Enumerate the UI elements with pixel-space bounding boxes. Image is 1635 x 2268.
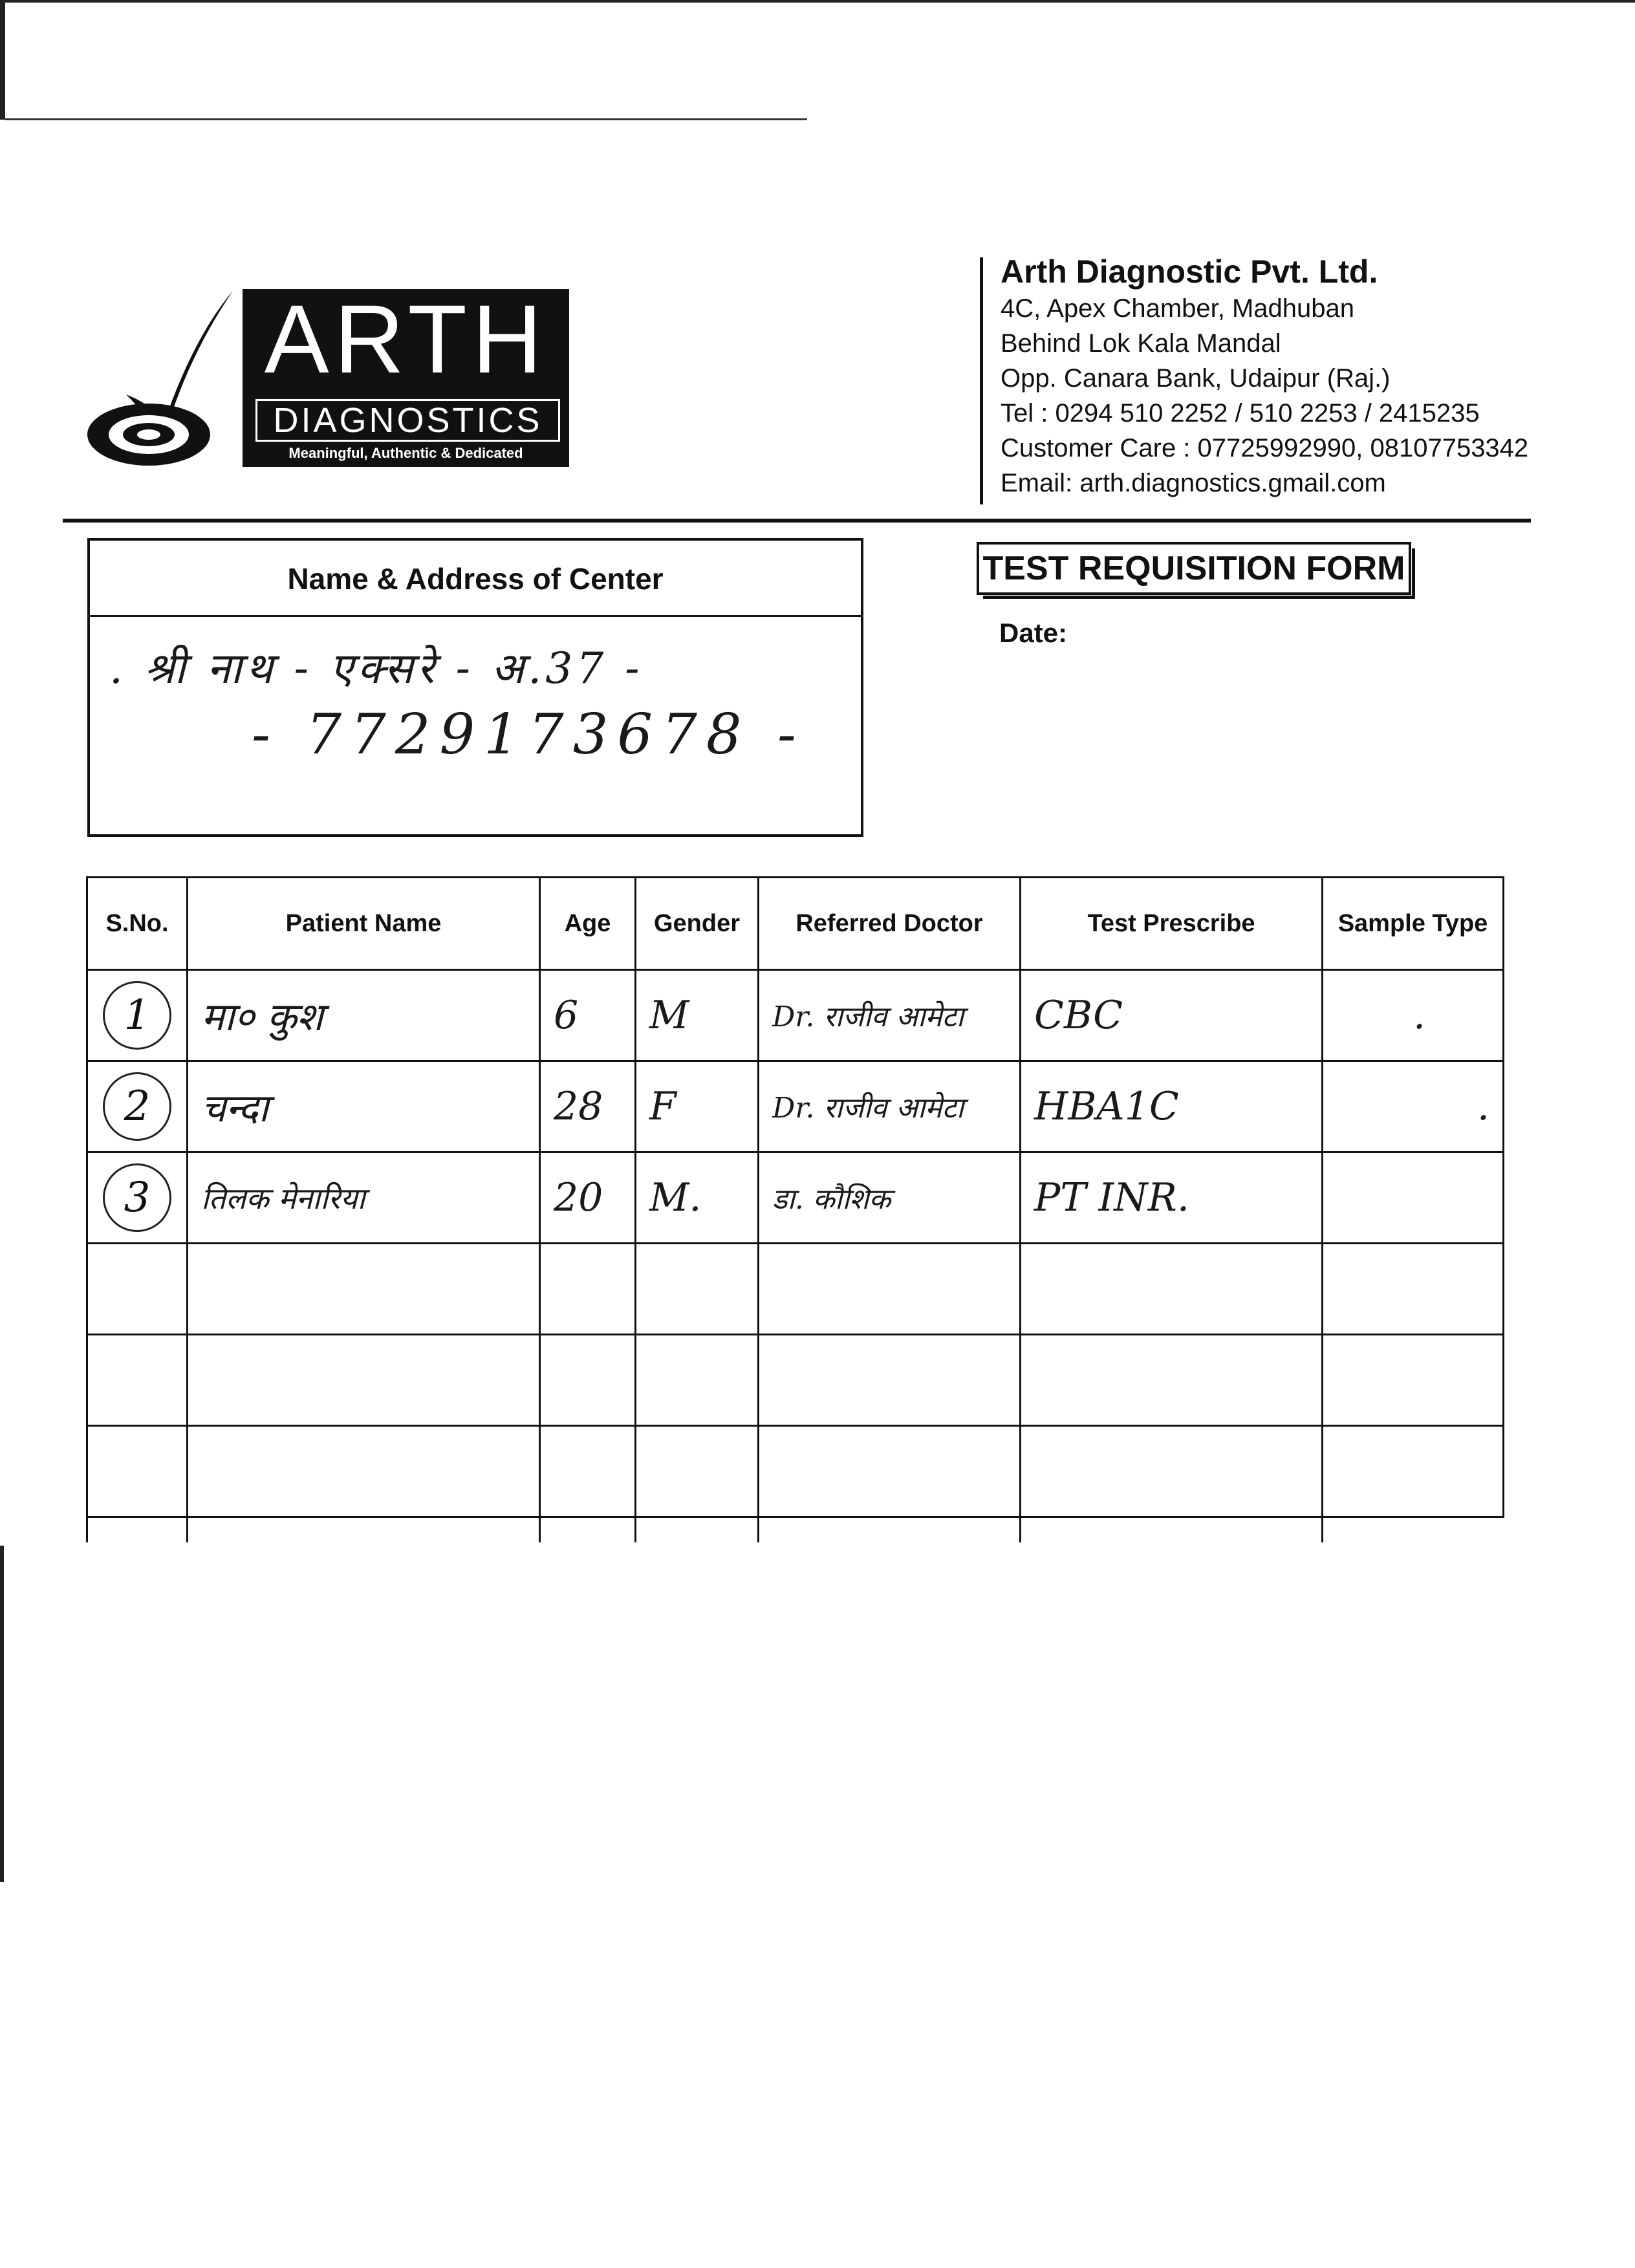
company-email: Email: arth.diagnostics.gmail.com: [1001, 469, 1386, 497]
table-tail: [86, 1513, 1496, 1542]
cell-referred-doctor[interactable]: Dr. राजीव आमेटा: [759, 1061, 1021, 1152]
cell-sno[interactable]: [87, 1061, 188, 1152]
cell-patient-name[interactable]: [188, 1244, 540, 1335]
cell-sample-type[interactable]: [1323, 1335, 1504, 1426]
logo-brand: [243, 285, 569, 467]
cell-referred-doctor[interactable]: [759, 1335, 1021, 1426]
address-line: Behind Lok Kala Mandal: [1001, 329, 1281, 358]
logo-sub-text: DIAGNOSTICS: [255, 399, 560, 442]
cell-patient-name[interactable]: तिलक मेनारिया: [188, 1152, 540, 1244]
cell-age[interactable]: 28: [540, 1061, 636, 1152]
cell-patient-name[interactable]: [188, 1426, 540, 1517]
logo-main-text: ARTH: [264, 285, 548, 393]
cell-sno[interactable]: [87, 1426, 188, 1517]
cell-sample-type[interactable]: [1323, 1426, 1504, 1517]
cell-test-prescribe[interactable]: [1021, 1426, 1323, 1517]
cell-sample-type[interactable]: .: [1323, 1061, 1504, 1152]
cell-sample-type[interactable]: .: [1323, 970, 1504, 1061]
company-name: Arth Diagnostic Pvt. Ltd.: [1001, 254, 1378, 290]
column-header-sample-type: Sample Type: [1323, 878, 1504, 970]
cell-patient-name[interactable]: [188, 1335, 540, 1426]
column-header-patient-name: Patient Name: [188, 878, 540, 970]
scan-line: [5, 118, 807, 120]
address-line: 4C, Apex Chamber, Madhuban: [1001, 294, 1355, 323]
table-row: [87, 1335, 1504, 1426]
cell-patient-name[interactable]: मा० कुश: [188, 970, 540, 1061]
cell-sample-type[interactable]: [1323, 1152, 1504, 1244]
cell-test-prescribe[interactable]: HBA1C: [1021, 1061, 1323, 1152]
cell-referred-doctor[interactable]: [759, 1426, 1021, 1517]
logo-target-icon: [81, 285, 255, 479]
scan-border-left-lower: [0, 1546, 4, 1882]
cell-gender[interactable]: [636, 1244, 759, 1335]
header-rule: [63, 519, 1531, 523]
cell-test-prescribe[interactable]: CBC: [1021, 970, 1323, 1061]
company-info: [1001, 252, 1528, 501]
table-header-row: [87, 878, 1504, 970]
center-handwritten-line2[interactable]: - 7729173678 -: [252, 702, 805, 767]
cell-sno[interactable]: [87, 970, 188, 1061]
requisition-table: [86, 876, 1504, 1518]
table-row: [87, 1244, 1504, 1335]
sno-circle: 3: [103, 1163, 171, 1232]
cell-age[interactable]: [540, 1426, 636, 1517]
company-customer-care: Customer Care : 07725992990, 08107753342: [1001, 434, 1529, 462]
cell-test-prescribe[interactable]: [1021, 1244, 1323, 1335]
cell-sample-type[interactable]: [1323, 1244, 1504, 1335]
cell-referred-doctor[interactable]: Dr. राजीव आमेटा: [759, 970, 1021, 1061]
cell-test-prescribe[interactable]: [1021, 1335, 1323, 1426]
header-divider: [980, 257, 983, 504]
cell-age[interactable]: 20: [540, 1152, 636, 1244]
scan-border-top: [0, 0, 1635, 3]
column-header-sno: S.No.: [87, 878, 188, 970]
sno-circle: 2: [103, 1072, 171, 1141]
cell-age[interactable]: 6: [540, 970, 636, 1061]
cell-patient-name[interactable]: चन्दा: [188, 1061, 540, 1152]
cell-sno[interactable]: [87, 1152, 188, 1244]
cell-age[interactable]: [540, 1244, 636, 1335]
cell-gender[interactable]: M.: [636, 1152, 759, 1244]
address-line: Opp. Canara Bank, Udaipur (Raj.): [1001, 364, 1391, 393]
table-row: [87, 1426, 1504, 1517]
logo-tagline: Meaningful, Authentic & Dedicated: [288, 445, 523, 461]
cell-gender[interactable]: M: [636, 970, 759, 1061]
table-row: [87, 1152, 1504, 1244]
table-row: [87, 1061, 1504, 1152]
center-heading: Name & Address of Center: [90, 541, 861, 617]
column-header-age: Age: [540, 878, 636, 970]
cell-test-prescribe[interactable]: PT INR.: [1021, 1152, 1323, 1244]
cell-sno[interactable]: [87, 1244, 188, 1335]
cell-gender[interactable]: F: [636, 1061, 759, 1152]
scan-border-left: [0, 0, 5, 120]
column-header-test-prescribe: Test Prescribe: [1021, 878, 1323, 970]
cell-referred-doctor[interactable]: [759, 1244, 1021, 1335]
cell-gender[interactable]: [636, 1426, 759, 1517]
column-header-gender: Gender: [636, 878, 759, 970]
cell-referred-doctor[interactable]: डा. कौशिक: [759, 1152, 1021, 1244]
form-title: TEST REQUISITION FORM: [977, 542, 1411, 595]
company-tel: Tel : 0294 510 2252 / 510 2253 / 2415235: [1001, 399, 1480, 427]
table-row: [87, 970, 1504, 1061]
cell-gender[interactable]: [636, 1335, 759, 1426]
center-box: [87, 538, 863, 837]
center-handwritten-line1[interactable]: . श्री नाथ - एक्सरे - अ.37 -: [109, 643, 644, 693]
cell-age[interactable]: [540, 1335, 636, 1426]
column-header-referred-doctor: Referred Doctor: [759, 878, 1021, 970]
date-label: Date:: [999, 618, 1068, 648]
sno-circle: 1: [103, 981, 171, 1050]
cell-sno[interactable]: [87, 1335, 188, 1426]
